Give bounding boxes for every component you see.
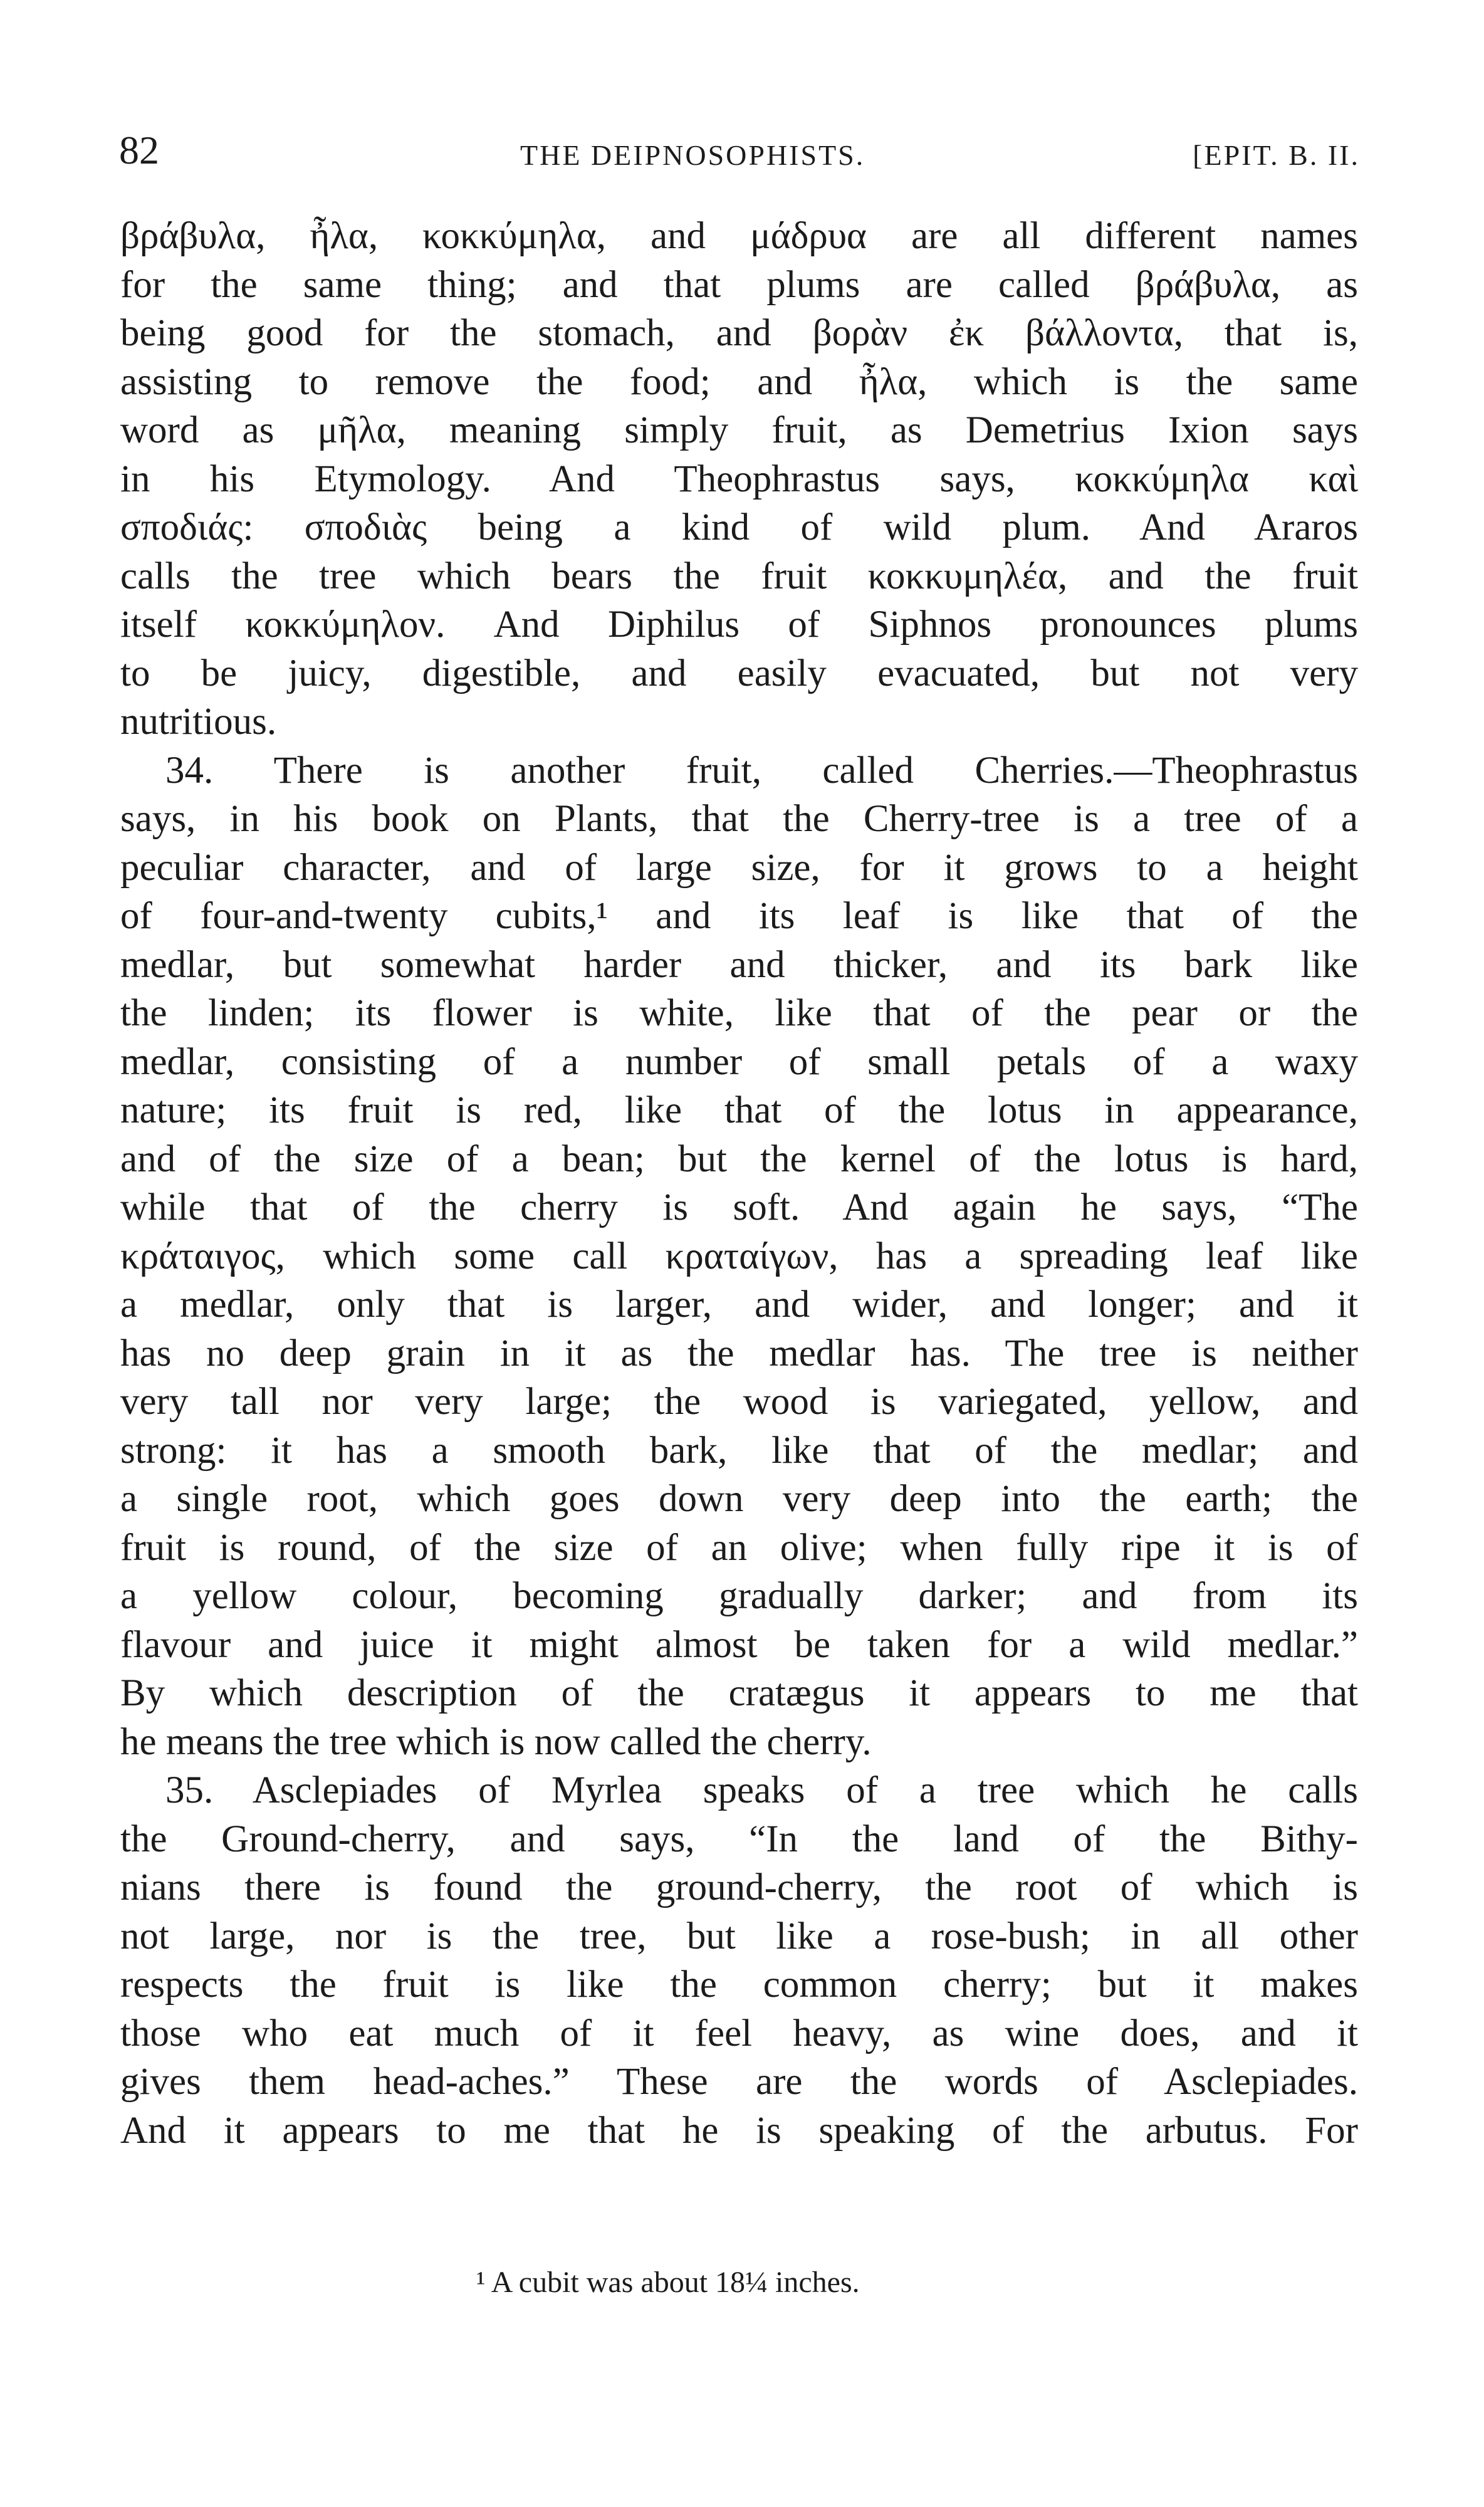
footnote: ¹ A cubit was about 18¼ inches. [476,2266,860,2299]
text-line: strong: it has a smooth bark, like that of the medlar; and [120,1429,1358,1472]
text-line: a medlar, only that is larger, and wider, and longer; and it [120,1284,1358,1326]
text-line: for the same thing; and that plums are called βράβυλα, as [120,263,1358,306]
text-line: says, in his book on Plants, that the Cherry-tree is a tree of a [120,798,1358,840]
text-line: gives them head-aches.” These are the words of Asclepiades. [120,2061,1358,2103]
text-line: has no deep grain in it as the medlar has. The tree is neither [120,1332,1358,1374]
body-text [120,212,1358,2155]
text-line: itself κοκκύμηλον. And Diphilus of Siphnos pronounces plums [120,604,1358,646]
text-line: assisting to remove the food; and ἦλα, which is the same [120,360,1358,403]
text-line: those who eat much of it feel heavy, as wine does, and it [120,2012,1358,2054]
page-number: 82 [119,128,159,172]
text-line: σποδιάς: σποδιὰς being a kind of wild plum. And Araros [120,506,1358,548]
text-line: And it appears to me that he is speaking of the arbutus. For [120,2109,1358,2152]
text-line: βράβυλα, ἦλα, κοκκύμηλα, and μάδρυα are all different names [120,215,1358,257]
text-line: word as μῆλα, meaning simply fruit, as Demetrius Ixion says [120,409,1358,451]
text-line: very tall nor very large; the wood is variegated, yellow, and [120,1381,1358,1423]
text-line: to be juicy, digestible, and easily evacuated, but not very [120,652,1358,694]
section-35-start: 35. Asclepiades of Myrlea speaks of a tree which he calls [165,1769,1358,1811]
text-line: of four-and-twenty cubits,¹ and its leaf is like that of the [120,895,1358,937]
text-line: being good for the stomach, and βορὰν ἐκ βάλλοντα, that is, [120,312,1358,354]
text-line: calls the tree which bears the fruit κοκκυμηλέα, and the fruit [120,555,1358,597]
text-line: fruit is round, of the size of an olive; when fully ripe it is of [120,1526,1358,1569]
text-line: flavour and juice it might almost be taken for a wild medlar.” [120,1623,1358,1666]
book-reference: [EPIT. B. II. [1193,139,1360,171]
text-line: the Ground-cherry, and says, “In the land of the Bithy- [120,1818,1358,1860]
text-line: κράταιγος, which some call κραταίγων, has a spreading leaf like [120,1235,1358,1277]
text-line: By which description of the cratægus it appears to me that [120,1672,1358,1714]
section-34-start: 34. There is another fruit, called Cherries.—Theophrastus [165,749,1358,792]
text-line: and of the size of a bean; but the kernel of the lotus is hard, [120,1138,1358,1180]
text-line: medlar, but somewhat harder and thicker, and its bark like [120,943,1358,986]
text-line: a yellow colour, becoming gradually darker; and from its [120,1575,1358,1617]
text-line: nutritious. [120,701,277,743]
text-line: he means the tree which is now called the cherry. [120,1720,872,1763]
running-head [119,125,1360,175]
text-line: medlar, consisting of a number of small petals of a waxy [120,1040,1358,1083]
text-line: nature; its fruit is red, like that of the lotus in appearance, [120,1089,1358,1131]
text-line: nians there is found the ground-cherry, the root of which is [120,1866,1358,1908]
text-line: while that of the cherry is soft. And again he says, “The [120,1186,1358,1228]
text-line: respects the fruit is like the common cherry; but it makes [120,1964,1358,2006]
text-line: the linden; its flower is white, like that of the pear or the [120,992,1358,1034]
running-title: THE DEIPNOSOPHISTS. [520,139,865,171]
text-line: a single root, which goes down very deep into the earth; the [120,1478,1358,1520]
text-line: peculiar character, and of large size, for it grows to a height [120,846,1358,889]
text-line: not large, nor is the tree, but like a rose-bush; in all other [120,1915,1358,1957]
text-line: in his Etymology. And Theophrastus says, κοκκύμηλα καὶ [120,458,1358,500]
